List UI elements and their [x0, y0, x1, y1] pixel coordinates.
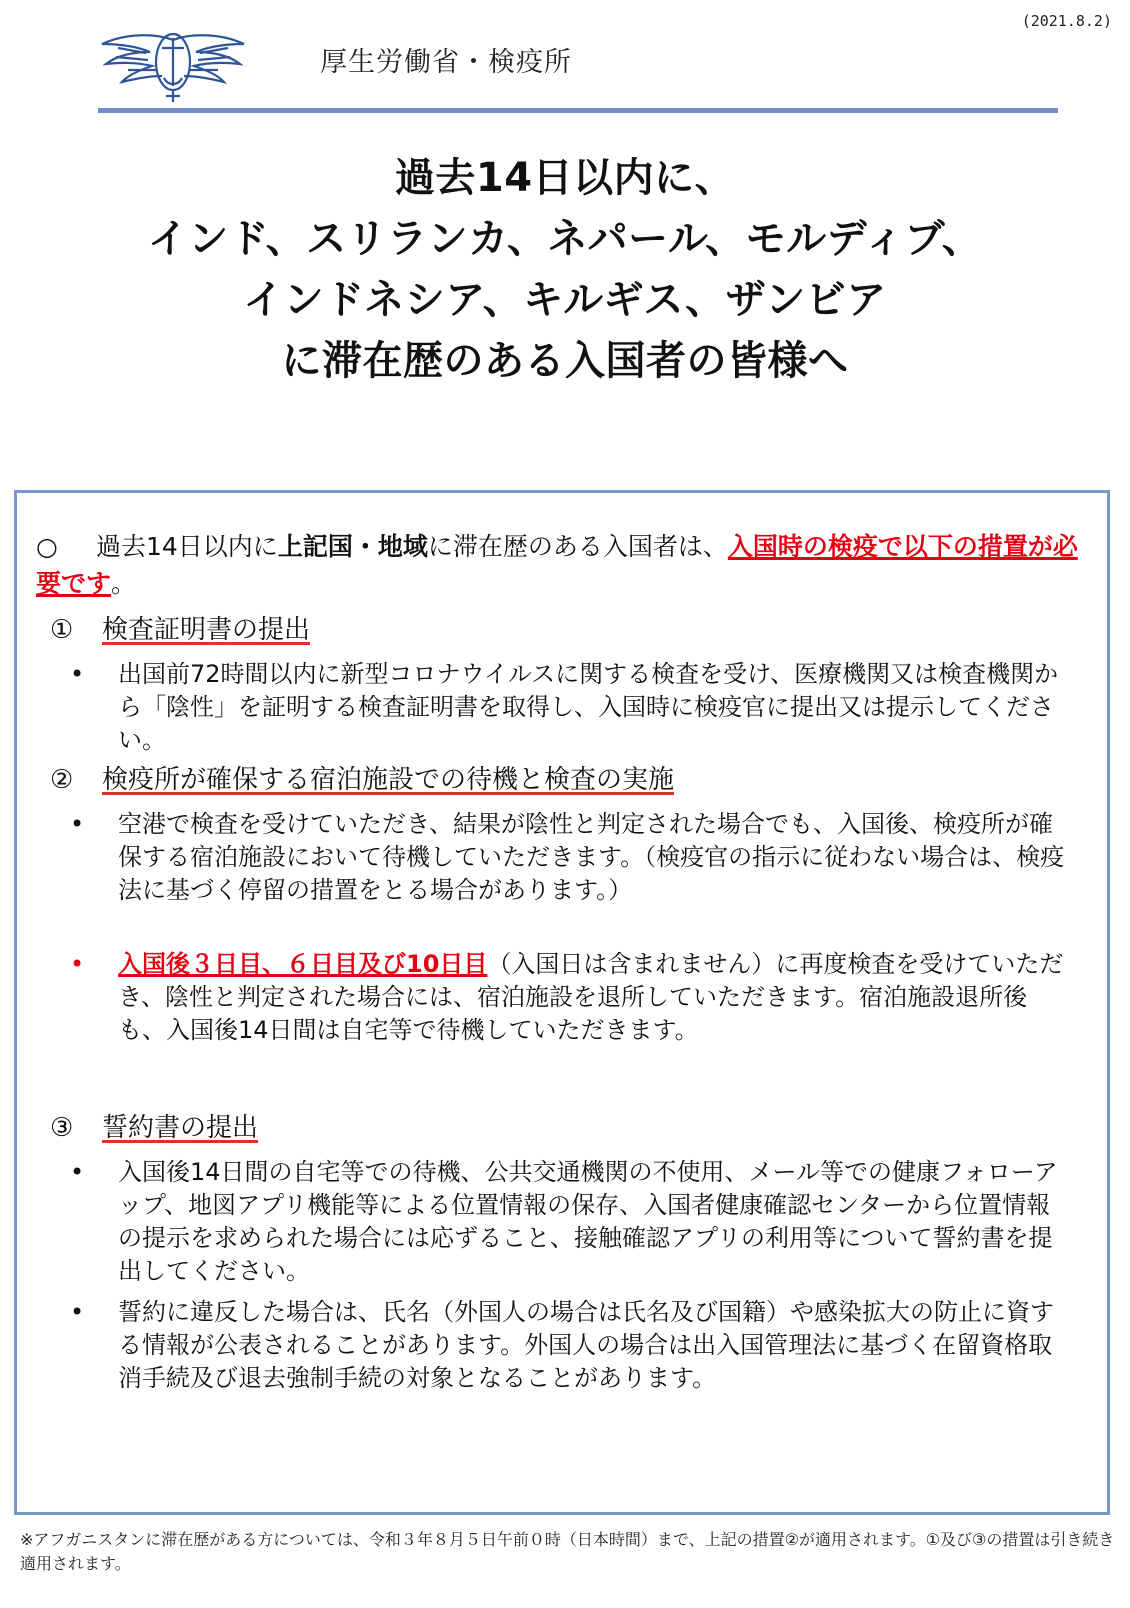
organization-name: 厚生労働省・検疫所	[320, 47, 572, 78]
title-line-3: インドネシア、キルギス、ザンビア	[243, 277, 887, 323]
bullet-dot: •	[70, 1298, 85, 1326]
document-date: (2021.8.2)	[1021, 12, 1112, 30]
page-title	[0, 148, 1130, 392]
footnote: ※アフガニスタンに滞在歴がある方については、令和３年８月５日午前０時（日本時間）まで、上記の措置②が適用されます。①及び③の措置は引き続き適用されます。	[20, 1530, 1115, 1573]
section-2-number: ②	[50, 765, 74, 795]
bullet-dot: •	[70, 1158, 85, 1186]
quarantine-emblem-icon	[98, 20, 248, 104]
section-1-title: 検査証明書の提出	[102, 615, 311, 645]
section-3-number: ③	[50, 1113, 74, 1143]
bullet-dot: •	[70, 810, 85, 838]
section-2-heading	[50, 762, 674, 798]
bullet-text: （入国日は含まれません）に再度検査を受けていただき、陰性と判定された場合には、宿泊施設を退所していただきます。宿泊施設退所後も、入国後14日間は自宅等で待機していただきます。	[118, 950, 1064, 1044]
title-line-2: インド、スリランカ、ネパール、モルディブ、	[147, 216, 983, 262]
bullet-text: 誓約に違反した場合は、氏名（外国人の場合は氏名及び国籍）や感染拡大の防止に資する情報が公表されることがあります。外国人の場合は出入国管理法に基づく在留資格取消手続及び退去強制手続の対象となることがあります。	[118, 1298, 1054, 1392]
title-line-1: 過去14日以内に、	[394, 155, 736, 201]
intro-text-1: 過去14日以内に	[96, 532, 278, 561]
intro-text-3: に滞在歴のある入国者は、	[427, 532, 728, 561]
bullet-text: 入国後14日間の自宅等での待機、公共交通機関の不使用、メール等での健康フォローアップ、地図アプリ機能等による位置情報の保存、入国者健康確認センターから位置情報の提示を求められた場合には応ずること、接触確認アプリの利用等について誓約書を提出してください。	[118, 1158, 1058, 1285]
bullet-text: 出国前72時間以内に新型コロナウイルスに関する検査を受け、医療機関又は検査機関から「陰性」を証明する検査証明書を取得し、入国時に検疫官に提出又は提示してください。	[118, 660, 1059, 754]
bullet-dot: •	[70, 950, 85, 978]
section-3-bullet-2	[70, 1296, 1070, 1395]
section-3-bullet-1	[70, 1156, 1070, 1288]
section-2-bullet-1	[70, 808, 1070, 907]
section-2-bullet-red	[70, 948, 1070, 1047]
section-1-bullet-1	[70, 658, 1070, 757]
intro-text-end: 。	[111, 569, 137, 598]
intro-text-bold: 上記国・地域	[277, 532, 428, 561]
intro-bullet: ○	[36, 532, 58, 561]
bullet-text: 空港で検査を受けていただき、結果が陰性と判定された場合でも、入国後、検疫所が確保する宿泊施設において待機していただきます。（検疫官の指示に従わない場合は、検疫法に基づく停留の措置をとる場合があります。）	[118, 810, 1065, 904]
bullet-text-red: 入国後３日目、６日目及び10日目	[118, 950, 488, 978]
intro-text-red: 入国時の検疫で以下の措置が必要です	[36, 532, 1078, 598]
bullet-dot: •	[70, 660, 85, 688]
title-line-4: に滞在歴のある入国者の皆様へ	[281, 338, 849, 384]
section-3-title: 誓約書の提出	[102, 1113, 259, 1143]
section-1-heading	[50, 612, 310, 648]
section-3-heading	[50, 1110, 258, 1146]
notice-intro	[36, 528, 1086, 602]
section-1-number: ①	[50, 615, 74, 645]
section-2-title: 検疫所が確保する宿泊施設での待機と検査の実施	[102, 765, 675, 795]
header-divider	[98, 108, 1058, 113]
